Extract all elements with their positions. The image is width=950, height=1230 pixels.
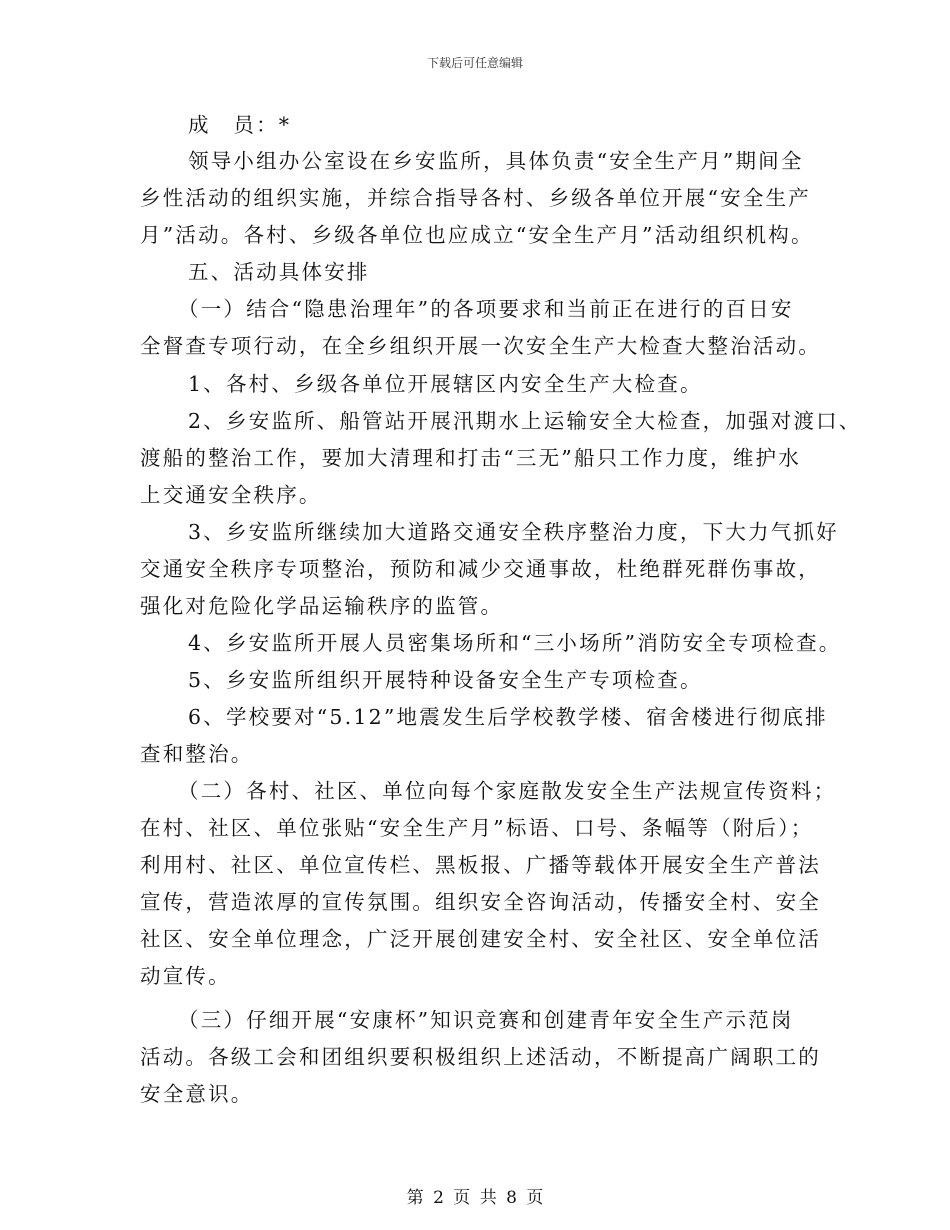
text-line: 4、乡安监所开展人员密集场所和“三小场所”消防安全专项检查。: [188, 631, 842, 655]
page-footer: 第 2 页 共 8 页: [406, 1188, 544, 1208]
text-line: 领导小组办公室设在乡安监所，具体负责“安全生产月”期间全: [188, 149, 804, 173]
text-line: 社区、安全单位理念，广泛开展创建安全村、安全社区、安全单位活: [140, 927, 821, 951]
text-line: 1、各村、乡级各单位开展辖区内安全生产大检查。: [188, 372, 703, 396]
text-line: 强化对危险化学品运输秩序的监管。: [140, 594, 504, 618]
text-line: 在村、社区、单位张贴“安全生产月”标语、口号、条幅等（附后）；: [140, 816, 814, 840]
section-heading: 五、活动具体安排: [188, 260, 370, 284]
text-line: 成 员：*: [188, 113, 292, 137]
page-header: 下载后可任意编辑: [426, 56, 523, 70]
text-line: 上交通安全秩序。: [140, 483, 322, 507]
text-line: （三）仔细开展“安康杯”知识竞赛和创建青年安全生产示范岗: [178, 1008, 794, 1032]
text-line: 全督查专项行动，在全乡组织开展一次安全生产大检查大整治活动。: [140, 334, 821, 358]
text-line: 动宣传。: [140, 964, 231, 988]
text-line: 月”活动。各村、乡级各单位也应成立“安全生产月”活动组织机构。: [140, 223, 814, 247]
text-line: 3、乡安监所继续加大道路交通安全秩序整治力度，下大力气抓好: [188, 520, 839, 544]
text-line: 安全意识。: [140, 1082, 254, 1106]
text-line: 活动。各级工会和团组织要积极组织上述活动，不断提高广阔职工的: [140, 1045, 821, 1069]
text-line: 宣传，营造浓厚的宣传氛围。组织安全咨询活动，传播安全村、安全: [140, 890, 821, 914]
text-line: 查和整治。: [140, 742, 254, 766]
text-line: 利用村、社区、单位宣传栏、黑板报、广播等载体开展安全生产普法: [140, 853, 821, 877]
text-line: 6、学校要对“5.12”地震发生后学校教学楼、宿舍楼进行彻底排: [188, 705, 828, 729]
text-line: 交通安全秩序专项整治，预防和减少交通事故，杜绝群死群伤事故，: [140, 557, 821, 581]
text-line: （一）结合“隐患治理年”的各项要求和当前正在进行的百日安: [178, 297, 794, 321]
text-line: 乡性活动的组织实施，并综合指导各村、乡级各单位开展“安全生产: [140, 186, 811, 210]
text-line: 渡船的整治工作，要加大清理和打击“三无”船只工作力度，维护水: [140, 446, 801, 470]
text-line: （二）各村、社区、单位向每个家庭散发安全生产法规宣传资料；: [178, 779, 837, 803]
text-line: 2、乡安监所、船管站开展汛期水上运输安全大检查，加强对渡口、: [188, 409, 862, 433]
text-line: 5、乡安监所组织开展特种设备安全生产专项检查。: [188, 668, 703, 692]
